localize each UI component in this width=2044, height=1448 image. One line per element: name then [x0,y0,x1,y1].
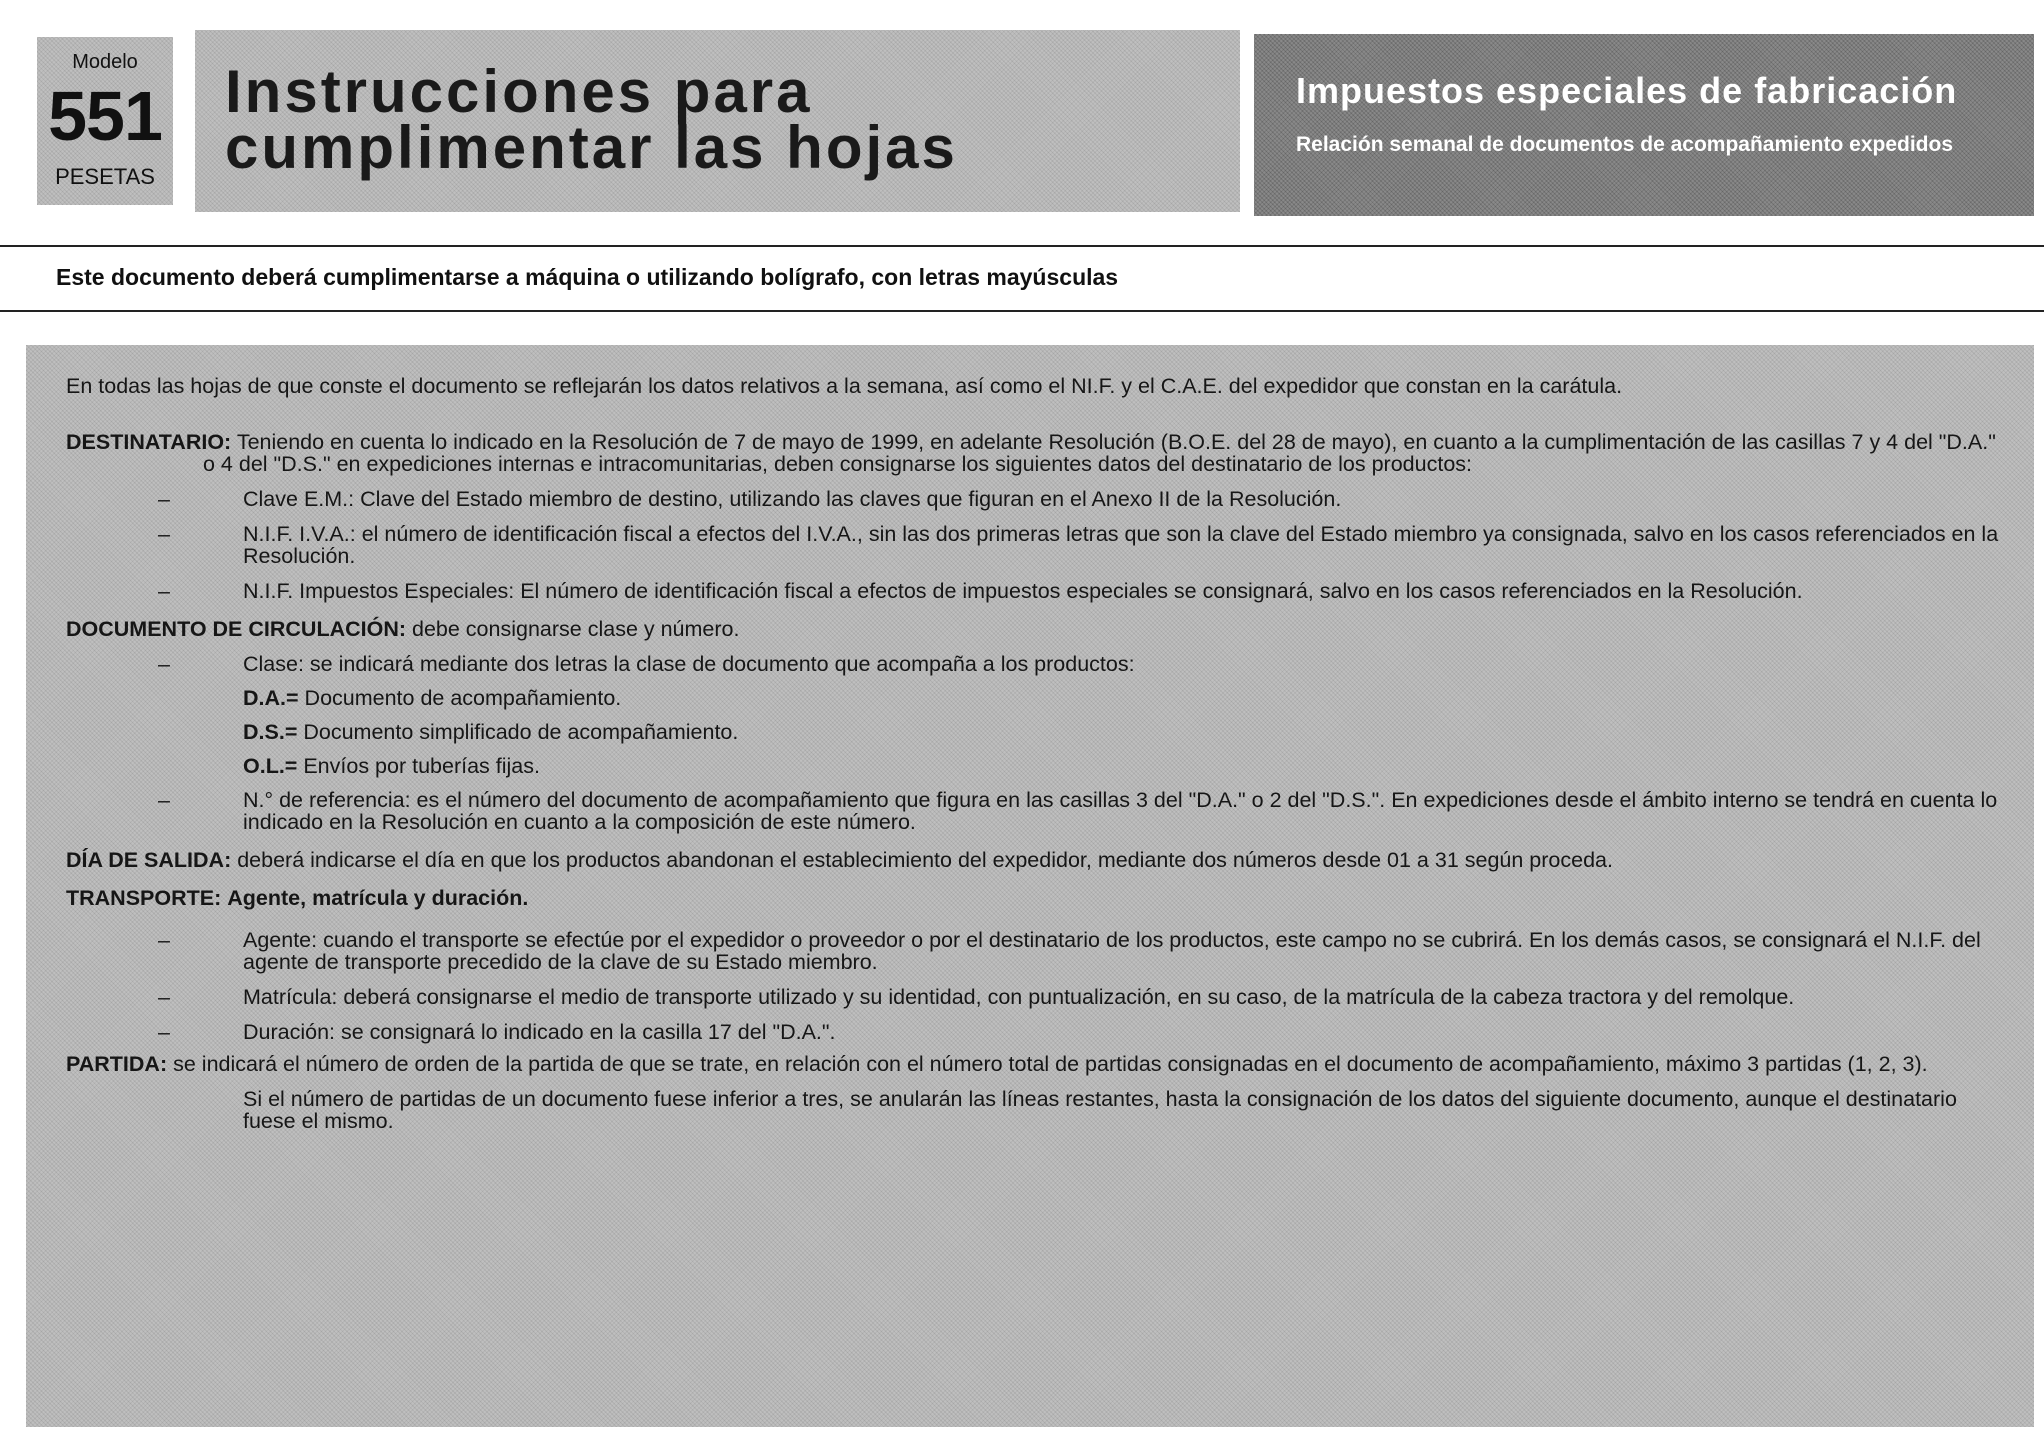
instructions-body [26,345,2034,1427]
section-transporte [66,887,2010,909]
section-label: PARTIDA: [66,1052,168,1076]
section-label: DÍA DE SALIDA: [66,848,232,872]
section-partida [66,1053,2010,1075]
section-text: deberá indicarse el día en que los productos abandonan el establecimiento del expedidor, mediante dos números desde 01 a 31 según proceda. [237,848,1613,872]
list-item: – Matrícula: deberá consignarse el medio de transporte utilizado y su identidad, con puntualización, en su caso, de la matrícula de la cabeza tractora y del remolque. [158,985,1795,1009]
section-text: debe consignarse clase y número. [412,617,740,641]
bottom-divider [0,310,2044,312]
model-box [37,37,173,205]
currency-label: PESETAS [55,164,155,189]
intro-paragraph: En todas las hojas de que conste el documento se reflejarán los datos relativos a la semana, así como el NI.F. y el C.A.E. del expedidor que constan en la carátula. [66,374,1623,398]
section-destinatario [66,431,2010,475]
tax-box [1254,34,2034,216]
section-label: DESTINATARIO: [66,430,232,454]
section-label: TRANSPORTE: [66,886,222,910]
code-item: D.A.= Documento de acompañamiento. [243,686,622,710]
code-item: O.L.= Envíos por tuberías fijas. [243,754,540,778]
section-text: Teniendo en cuenta lo indicado en la Resolución de 7 de mayo de 1999, en adelante Resolución (B.O.E. del 28 de mayo), en cuanto a la cumplimentación de las casillas 7 y 4 del "D.A." o 4 del "D.S." en expediciones internas e intracomunitarias, deben consignarse los siguientes datos del destinatario de los productos: [203,430,1996,476]
list-item: – N.I.F. Impuestos Especiales: El número de identificación fiscal a efectos de impuestos especiales se consignará, salvo en los casos referenciados en la Resolución. [158,579,1803,603]
list-item: – N.° de referencia: es el número del documento de acompañamiento que figura en las casillas 3 del "D.A." o 2 del "D.S.". En expediciones desde el ámbito interno se tendrá en cuenta lo indicado en la Resolución en cuanto a la composición de este número. [158,788,1998,834]
tax-title: Impuestos especiales de fabricación [1296,70,1958,111]
tax-subtitle: Relación semanal de documentos de acompañamiento expedidos [1296,133,1954,156]
title-box [195,30,1240,212]
list-item: – Duración: se consignará lo indicado en la casilla 17 del "D.A.". [158,1020,836,1044]
list-item: – Agente: cuando el transporte se efectúe por el expedidor o proveedor o por el destinatario de los productos, este campo no se cubrirá. En los demás casos, se consignará el N.I.F. del agente de transporte precedido de la clave de su Estado miembro. [158,928,1981,974]
notice-text: Este documento deberá cumplimentarse a máquina o utilizando bolígrafo, con letras mayúsculas [56,264,1119,290]
code-item: D.S.= Documento simplificado de acompañamiento. [243,720,739,744]
section-label: DOCUMENTO DE CIRCULACIÓN: [66,617,407,641]
partida-note: Si el número de partidas de un documento fuese inferior a tres, se anularán las líneas restantes, hasta la consignación de los datos del siguiente documento, aunque el destinatario fuese el mismo. [243,1087,1957,1133]
model-label: Modelo [72,51,138,73]
section-text: Agente, matrícula y duración. [227,886,529,910]
list-item: – N.I.F. I.V.A.: el número de identificación fiscal a efectos del I.V.A., sin las dos primeras letras que son la clave del Estado miembro ya consignada, salvo en los casos referenciados en la Resolución. [158,522,1999,568]
section-dia-salida [66,849,2010,871]
page-title: Instrucciones para cumplimentar las hojas [225,58,958,181]
list-item: – Clase: se indicará mediante dos letras la clase de documento que acompaña a los productos: [158,652,1135,676]
model-number: 551 [48,77,162,155]
list-item: – Clave E.M.: Clave del Estado miembro de destino, utilizando las claves que figuran en el Anexo II de la Resolución. [158,487,1342,511]
top-divider [0,245,2044,247]
section-documento [66,618,2010,640]
section-text: se indicará el número de orden de la partida de que se trate, en relación con el número total de partidas consignadas en el documento de acompañamiento, máximo 3 partidas (1, 2, 3). [173,1052,1928,1076]
